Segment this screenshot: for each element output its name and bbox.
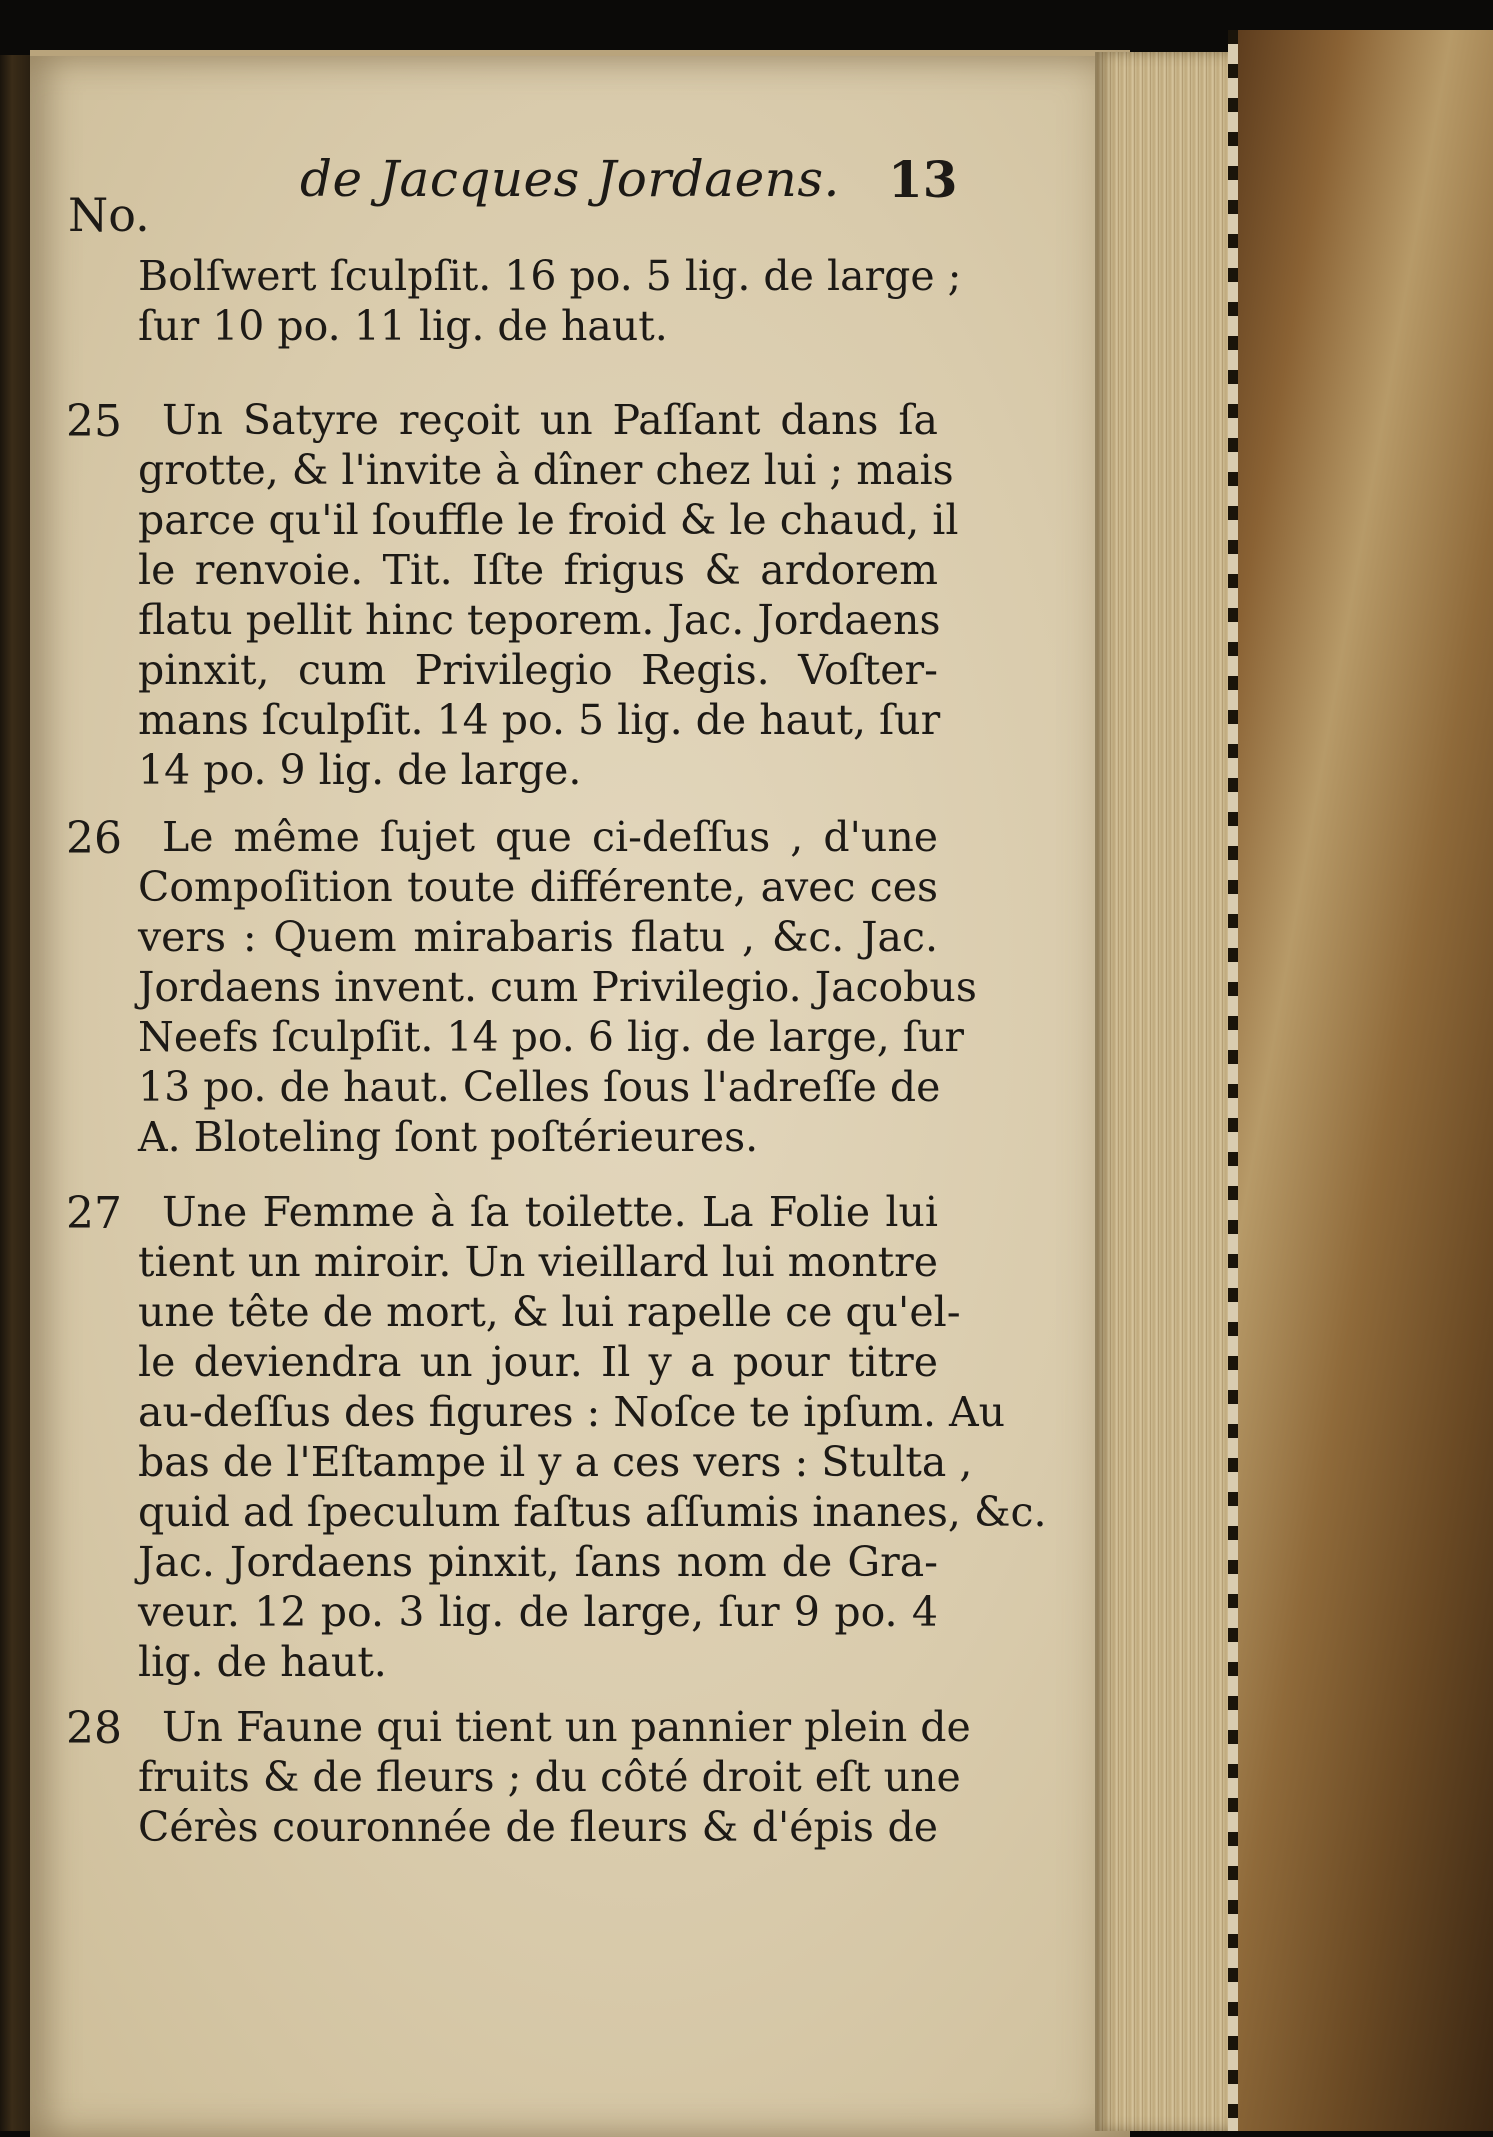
text-line: une tête de mort, & lui rapelle ce qu'el-: [138, 1288, 961, 1336]
text-line: mans ſculpſit. 14 po. 5 lig. de haut, ſur: [138, 696, 941, 744]
number-column-label: No.: [68, 188, 150, 242]
text-line: Une Femme à ſa toilette. La Folie lui: [162, 1188, 938, 1236]
text-line: Neefs ſculpſit. 14 po. 6 lig. de large, ſur: [138, 1013, 964, 1061]
text-line: Bolſwert ſculpſit. 16 po. 5 lig. de large ;: [138, 252, 962, 300]
entry-number: 26: [66, 813, 122, 864]
text-line: Un Satyre reçoit un Paſſant dans ſa: [162, 396, 938, 444]
text-line: vers : Quem mirabaris flatu , &c. Jac.: [138, 913, 938, 961]
text-line: grotte, & l'invite à dîner chez lui ; mais: [138, 446, 954, 494]
text-line: Compoſition toute différente, avec ces: [138, 863, 938, 911]
binding-stitch-edge: [1228, 30, 1238, 2131]
entry-number: 27: [66, 1188, 122, 1239]
book-binding: [1230, 30, 1493, 2131]
page-edges: [1095, 52, 1235, 2131]
text-line: pinxit, cum Privilegio Regis. Voſter-: [138, 646, 938, 694]
text-line: Le même ſujet que ci-deſſus , d'une: [162, 813, 938, 861]
text-line: Jordaens invent. cum Privilegio. Jacobus: [138, 963, 977, 1011]
page-number: 13: [888, 150, 958, 209]
text-line: le renvoie. Tit. Iſte frigus & ardorem: [138, 546, 938, 594]
text-line: Cérès couronnée de fleurs & d'épis de: [138, 1803, 938, 1851]
text-line: le deviendra un jour. Il y a pour titre: [138, 1338, 938, 1386]
text-line: Jac. Jordaens pinxit, ſans nom de Gra-: [138, 1538, 938, 1586]
text-line: parce qu'il ſouffle le froid & le chaud, il: [138, 496, 959, 544]
entry-number: 25: [66, 396, 122, 447]
text-line: au-deſſus des figures : Noſce te ipſum. Au: [138, 1388, 1006, 1436]
text-line: lig. de haut.: [138, 1638, 387, 1686]
text-line: veur. 12 po. 3 lig. de large, ſur 9 po. 4: [138, 1588, 938, 1636]
text-line: fruits & de fleurs ; du côté droit eſt une: [138, 1753, 961, 1801]
text-line: bas de l'Eſtampe il y a ces vers : Stulta ,: [138, 1438, 973, 1486]
text-line: 13 po. de haut. Celles ſous l'adreſſe de: [138, 1063, 941, 1111]
text-line: A. Bloteling ſont poſtérieures.: [138, 1113, 759, 1161]
text-line: quid ad ſpeculum faſtus aſſumis inanes, &c.: [138, 1488, 1047, 1536]
left-page-edge: [0, 55, 30, 2131]
text-line: Un Faune qui tient un pannier plein de: [162, 1703, 971, 1751]
running-title: de Jacques Jordaens.: [300, 150, 840, 208]
text-line: 14 po. 9 lig. de large.: [138, 746, 582, 794]
text-line: flatu pellit hinc teporem. Jac. Jordaens: [138, 596, 941, 644]
entry-number: 28: [66, 1703, 122, 1754]
text-line: ſur 10 po. 11 lig. de haut.: [138, 302, 668, 350]
text-line: tient un miroir. Un vieillard lui montre: [138, 1238, 938, 1286]
